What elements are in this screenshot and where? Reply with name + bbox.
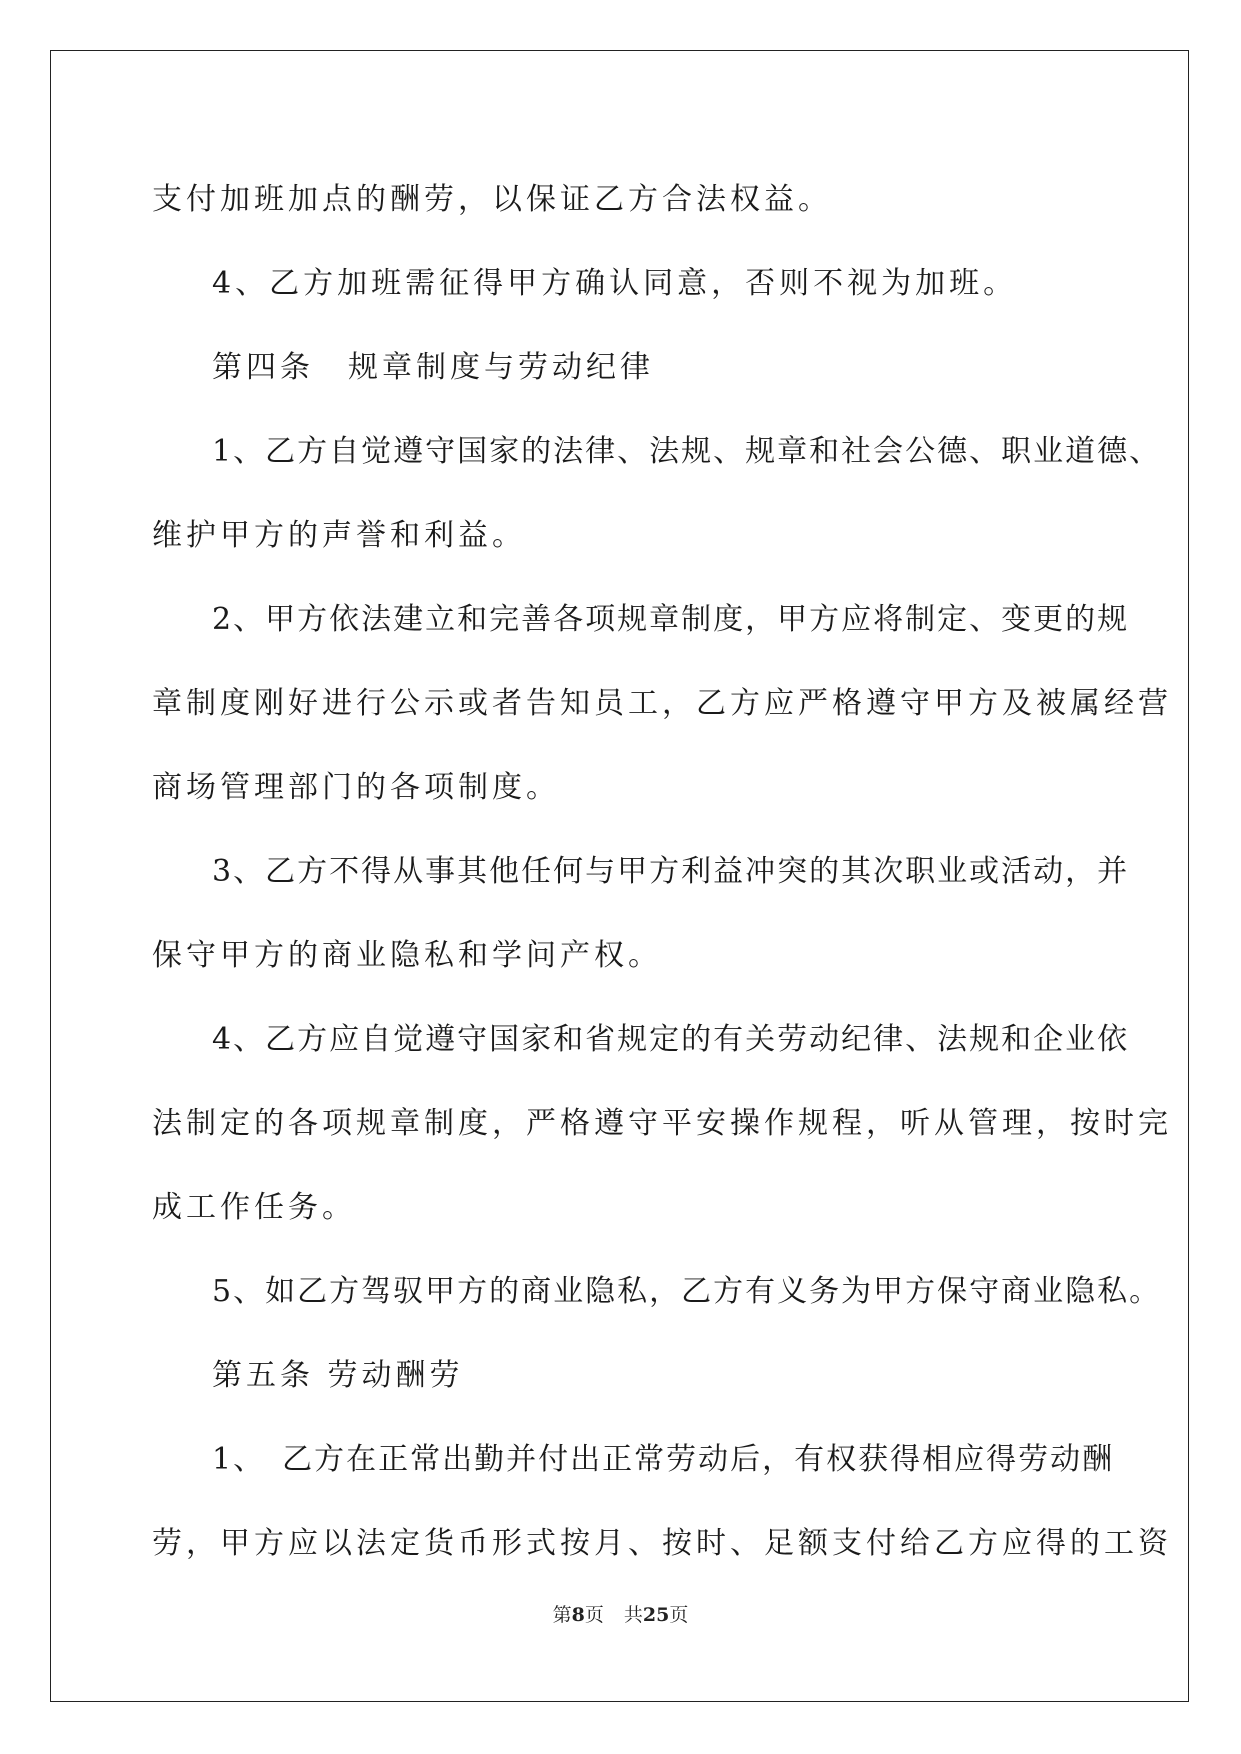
text-line: 2、甲方依法建立和完善各项规章制度，甲方应将制定、变更的规 xyxy=(212,602,1130,637)
text-line: 支付加班加点的酬劳，以保证乙方合法权益。 xyxy=(152,182,832,217)
total-pages-number: 25 xyxy=(642,1604,670,1626)
section-heading: 第五条 劳动酬劳 xyxy=(212,1358,464,1393)
footer-prefix: 第 xyxy=(552,1604,572,1626)
text-line: 劳，甲方应以法定货币形式按月、按时、足额支付给乙方应得的工资 xyxy=(152,1526,1172,1561)
current-page-number: 8 xyxy=(571,1604,585,1626)
text-line: 1、乙方自觉遵守国家的法律、法规、规章和社会公德、职业道德、 xyxy=(212,434,1162,469)
footer-total-suffix: 页 xyxy=(669,1604,689,1626)
footer-page-suffix: 页 xyxy=(584,1604,604,1626)
text-line: 成工作任务。 xyxy=(152,1190,356,1225)
text-line: 保守甲方的商业隐私和学问产权。 xyxy=(152,938,662,973)
section-heading: 第四条 规章制度与劳动纪律 xyxy=(212,350,654,385)
text-line: 5、如乙方驾驭甲方的商业隐私，乙方有义务为甲方保守商业隐私。 xyxy=(212,1274,1162,1309)
page-footer xyxy=(0,1600,1241,1627)
text-line: 3、乙方不得从事其他任何与甲方利益冲突的其次职业或活动，并 xyxy=(212,854,1130,889)
text-line: 法制定的各项规章制度，严格遵守平安操作规程，听从管理，按时完 xyxy=(152,1106,1172,1141)
text-line: 商场管理部门的各项制度。 xyxy=(152,770,560,805)
text-line: 1、 乙方在正常出勤并付出正常劳动后，有权获得相应得劳动酬 xyxy=(212,1442,1115,1477)
document-body xyxy=(152,158,1172,1586)
text-line: 章制度刚好进行公示或者告知员工，乙方应严格遵守甲方及被属经营 xyxy=(152,686,1172,721)
footer-total-prefix: 共 xyxy=(623,1604,643,1626)
text-line: 4、乙方加班需征得甲方确认同意，否则不视为加班。 xyxy=(212,266,1018,301)
text-line: 4、乙方应自觉遵守国家和省规定的有关劳动纪律、法规和企业依 xyxy=(212,1022,1130,1057)
text-line: 维护甲方的声誉和利益。 xyxy=(152,518,526,553)
